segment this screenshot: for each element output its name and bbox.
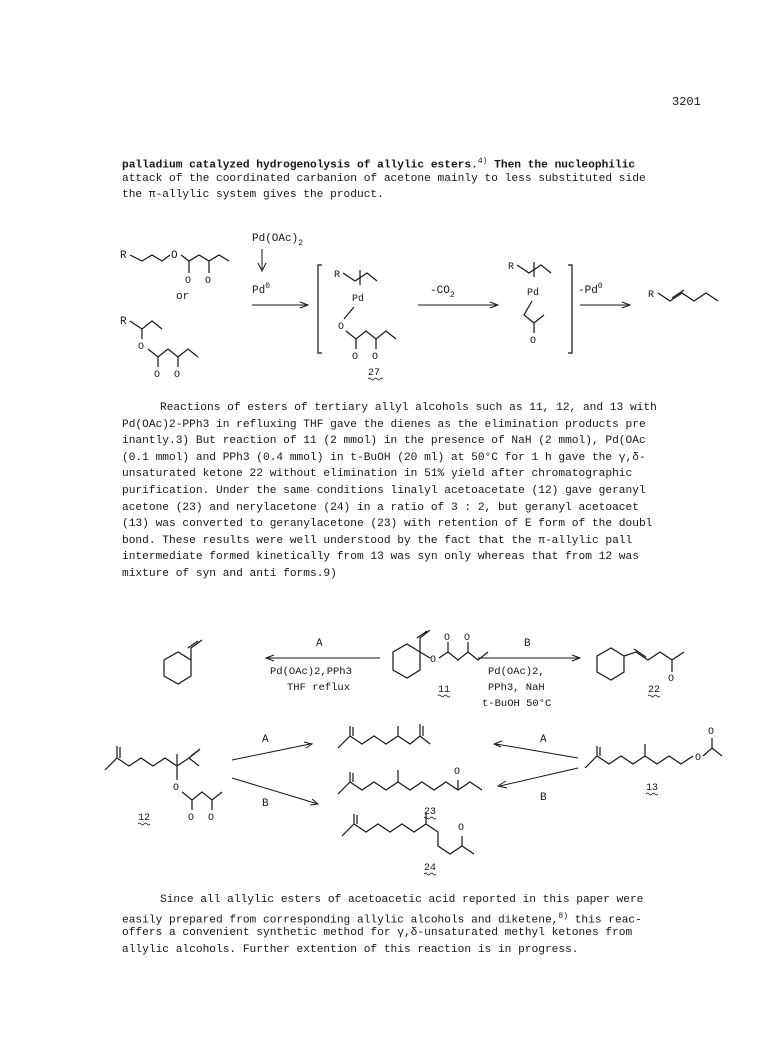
bracket-right bbox=[568, 265, 572, 353]
text-run: this reac- bbox=[568, 914, 642, 926]
text-line: offers a convenient synthetic method for γ,δ-unsaturated methyl ketones from bbox=[122, 927, 633, 940]
text-line: allylic alcohols. Further extention of this reaction is in progress. bbox=[122, 943, 579, 956]
bond-chain bbox=[524, 301, 544, 333]
geranylacetone-chain bbox=[338, 770, 482, 794]
reaction-arrow bbox=[232, 778, 318, 805]
reaction-arrow bbox=[266, 655, 380, 661]
bond-chain bbox=[344, 307, 354, 319]
ketone-chain bbox=[624, 649, 684, 672]
pi-allyl bbox=[517, 262, 551, 277]
text-line: Pd(OAc)2-PPh3 in refluxing THF gave the dienes as the elimination products pre bbox=[122, 418, 646, 431]
triene-chain bbox=[338, 724, 430, 748]
compound-23: 23 bbox=[424, 807, 437, 818]
route-b-label: B bbox=[524, 638, 531, 650]
bond-chain bbox=[130, 321, 162, 339]
route-b-label: B bbox=[540, 792, 547, 804]
citation: 8) bbox=[558, 911, 568, 921]
oxygen-label: O bbox=[464, 633, 471, 644]
or-label: or bbox=[176, 291, 190, 303]
compound-13: 13 bbox=[646, 783, 659, 794]
condition-text: Pd(OAc)2,PPh3 bbox=[270, 666, 352, 678]
text-run: easily prepared from corresponding allylic alcohols and diketene, bbox=[122, 914, 559, 926]
text-line: purification. Under the same conditions linalyl acetoacetate (12) gave geranyl bbox=[122, 484, 646, 497]
loss-label: -Pd$^0$ bbox=[578, 282, 603, 297]
r-label: R bbox=[120, 316, 127, 328]
text-line: acetone (23) and nerylacetone (24) in a ratio of 3 : 2, but geranyl acetoacet bbox=[122, 501, 639, 514]
oxygen-label: O bbox=[352, 352, 359, 363]
vinyl-group bbox=[417, 630, 430, 652]
down-arrow bbox=[258, 249, 266, 271]
scheme-reactions bbox=[0, 630, 768, 880]
reaction-arrow bbox=[478, 655, 580, 661]
cyclohexane-ring bbox=[393, 644, 420, 678]
text-line: Reactions of esters of tertiary allyl alcohols such as 11, 12, and 13 with bbox=[160, 402, 657, 414]
oxygen-label: O bbox=[668, 674, 675, 685]
wavy-underline bbox=[368, 378, 383, 380]
bond-chain bbox=[439, 642, 488, 660]
bond-chain bbox=[182, 792, 222, 810]
paragraph-conclusion bbox=[122, 892, 722, 958]
oxygen-label: O bbox=[208, 813, 215, 824]
text-line: bond. These results were well understood by the fact that the π-allylic pall bbox=[122, 534, 633, 547]
oxygen-label: O bbox=[695, 753, 702, 764]
oxygen-label: O bbox=[138, 342, 145, 353]
text-run: Then the nucleophilic bbox=[487, 159, 636, 171]
nerylacetone-chain bbox=[342, 812, 474, 854]
reaction-arrow bbox=[232, 742, 312, 760]
condition-text: THF reflux bbox=[287, 682, 351, 694]
r-label: R bbox=[508, 262, 515, 273]
paragraph-results bbox=[122, 400, 722, 583]
compound-12: 12 bbox=[138, 813, 151, 824]
scheme-mechanism bbox=[0, 225, 768, 385]
oxygen-label: O bbox=[458, 823, 465, 834]
compound-number: 27 bbox=[368, 368, 381, 379]
bond-chain bbox=[181, 255, 229, 273]
product-chain bbox=[658, 290, 718, 301]
reagent-label: $Pd(OAc)_2$ bbox=[252, 233, 304, 248]
r-label: R bbox=[120, 250, 127, 262]
text-line: mixture of syn and anti forms.9) bbox=[122, 567, 337, 580]
cyclohexane-ring bbox=[597, 648, 624, 680]
text-line: intermediate formed kinetically from 13 was syn only whereas that from 12 was bbox=[122, 551, 639, 564]
pd-label: Pd bbox=[352, 294, 365, 305]
terpene-chain bbox=[105, 746, 200, 770]
bond-chain bbox=[420, 652, 430, 658]
oxygen-label: O bbox=[205, 276, 212, 287]
bond-chain bbox=[346, 331, 396, 349]
compound-24: 24 bbox=[424, 863, 437, 874]
oxygen-label: O bbox=[185, 276, 192, 287]
route-a-label: A bbox=[262, 734, 269, 746]
condition-text: t-BuOH 50°C bbox=[482, 698, 552, 710]
bond-chain bbox=[130, 255, 170, 261]
r-label: R bbox=[648, 290, 655, 301]
oxygen-label: O bbox=[430, 655, 437, 666]
reaction-arrow bbox=[252, 302, 308, 308]
terpene-chain bbox=[585, 744, 693, 768]
route-a-label: A bbox=[540, 734, 547, 746]
compound-22: 22 bbox=[648, 685, 661, 696]
oxygen-label: O bbox=[444, 633, 451, 644]
text-line: Since all allylic esters of acetoacetic acid reported in this paper were bbox=[160, 894, 644, 906]
condition-text: PPh3, NaH bbox=[488, 682, 545, 694]
text-line: unsaturated ketone 22 without elimination in 51% yield after chromatographic bbox=[122, 468, 633, 481]
vinyl-group bbox=[188, 640, 202, 660]
route-b-label: B bbox=[262, 798, 269, 810]
pi-allyl bbox=[343, 270, 377, 285]
oxygen-label: O bbox=[171, 250, 178, 262]
reaction-arrow bbox=[494, 741, 578, 758]
oxygen-label: O bbox=[174, 370, 181, 381]
text-line: (0.1 mmol) and PPh3 (0.4 mmol) in t-BuOH (20 ml) at 50°C for 1 h gave the γ,δ- bbox=[122, 451, 646, 464]
oxygen-label: O bbox=[372, 352, 379, 363]
loss-label: $-CO_2$ bbox=[430, 285, 455, 300]
oxygen-label: O bbox=[708, 727, 715, 738]
reaction-arrow bbox=[418, 302, 498, 308]
text-line bbox=[122, 909, 722, 926]
route-a-label: A bbox=[316, 638, 323, 650]
bracket-left bbox=[318, 265, 322, 353]
oxygen-label: O bbox=[173, 783, 180, 794]
cyclohexane-ring bbox=[164, 652, 191, 684]
oxygen-label: O bbox=[530, 336, 537, 347]
text-line: the π-allylic system gives the product. bbox=[122, 189, 384, 202]
paragraph-intro bbox=[122, 154, 722, 204]
compound-11: 11 bbox=[438, 685, 451, 696]
text-line: (13) was converted to geranylacetone (23) with retention of E form of the doubl bbox=[122, 518, 653, 531]
oxygen-label: O bbox=[154, 370, 161, 381]
reagent-label: Pd$^0$ bbox=[252, 282, 271, 297]
r-label: R bbox=[334, 270, 341, 281]
pd-label: Pd bbox=[527, 288, 540, 299]
bond-chain bbox=[703, 738, 722, 756]
reaction-arrow bbox=[498, 768, 578, 788]
text-line: inantly.3) But reaction of 11 (2 mmol) in the presence of NaH (2 mmol), Pd(OAc bbox=[122, 435, 646, 448]
oxygen-label: O bbox=[338, 322, 345, 333]
reaction-arrow bbox=[580, 302, 630, 308]
text-line: attack of the coordinated carbanion of acetone mainly to less substituted side bbox=[122, 172, 646, 185]
condition-text: Pd(OAc)2, bbox=[488, 666, 545, 678]
oxygen-label: O bbox=[454, 767, 461, 778]
text-run: palladium catalyzed hydrogenolysis of allylic esters. bbox=[122, 159, 478, 171]
text-line bbox=[122, 154, 722, 171]
page-number: 3201 bbox=[672, 95, 701, 109]
citation: 4) bbox=[477, 157, 488, 166]
oxygen-label: O bbox=[188, 813, 195, 824]
bond-chain bbox=[148, 349, 198, 367]
